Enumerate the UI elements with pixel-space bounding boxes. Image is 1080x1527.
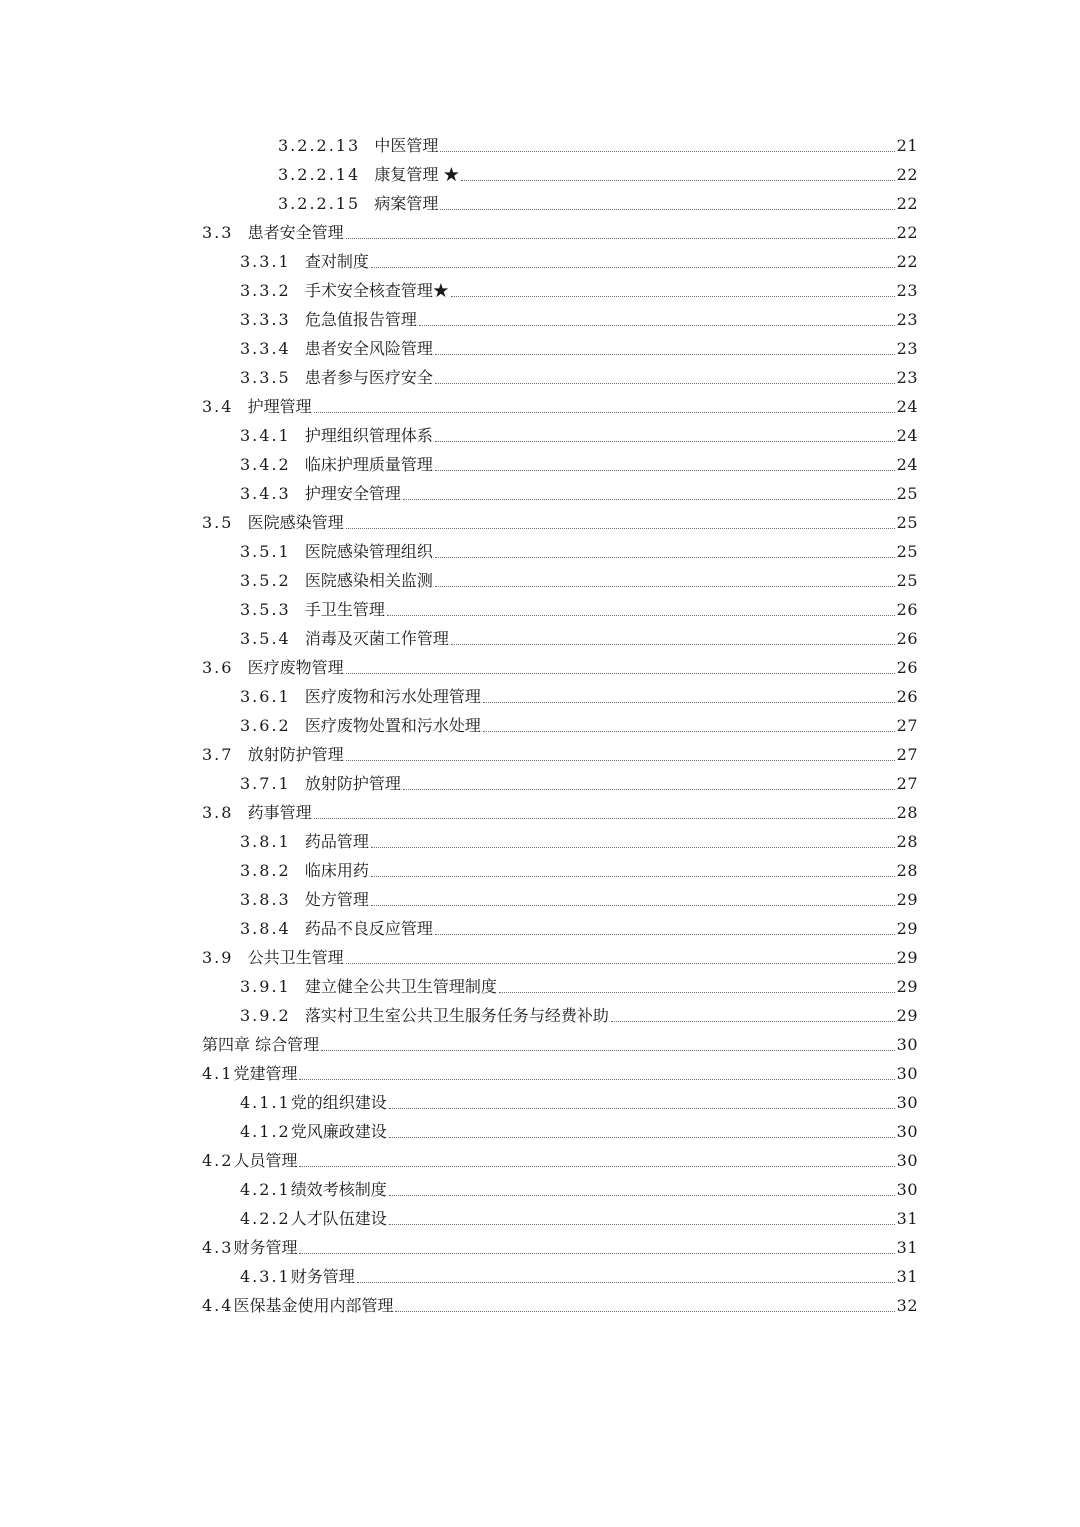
toc-dot-leader xyxy=(395,1311,894,1312)
toc-dot-leader xyxy=(314,412,895,413)
toc-dot-leader xyxy=(440,151,894,152)
toc-entry[interactable] xyxy=(0,1233,1080,1262)
toc-entry-number: 3.3 xyxy=(202,223,248,242)
toc-dot-leader xyxy=(299,1079,894,1080)
toc-entry-page: 29 xyxy=(896,919,918,938)
toc-entry-number: 3.3.2 xyxy=(240,281,305,300)
toc-entry-number: 3.3.3 xyxy=(240,310,305,329)
toc-entry[interactable] xyxy=(0,537,1080,566)
toc-entry-page: 22 xyxy=(896,194,918,213)
toc-entry-page: 26 xyxy=(896,629,918,648)
toc-dot-leader xyxy=(403,499,895,500)
toc-entry[interactable] xyxy=(0,160,1080,189)
toc-entry-title: 处方管理 xyxy=(304,890,369,909)
toc-entry[interactable] xyxy=(0,1030,1080,1059)
toc-entry-number: 3.3.1 xyxy=(240,252,305,271)
toc-entry-page: 25 xyxy=(896,571,918,590)
toc-dot-leader xyxy=(419,325,895,326)
toc-entry-title: 中医管理 xyxy=(374,136,439,155)
toc-entry-number: 3.3.5 xyxy=(240,368,305,387)
toc-entry[interactable] xyxy=(0,1001,1080,1030)
toc-entry[interactable] xyxy=(0,1262,1080,1291)
toc-entry-title: 临床护理质量管理 xyxy=(304,455,433,474)
toc-entry-number: 3.4.3 xyxy=(240,484,305,503)
toc-entry-number: 3.5.4 xyxy=(240,629,305,648)
toc-entry-page: 22 xyxy=(896,252,918,271)
toc-entry-page: 29 xyxy=(896,977,918,996)
toc-dot-leader xyxy=(321,1050,895,1051)
toc-entry-page: 30 xyxy=(896,1151,918,1170)
toc-dot-leader xyxy=(451,296,895,297)
toc-entry[interactable] xyxy=(0,682,1080,711)
toc-entry-title: 绩效考核制度 xyxy=(290,1180,387,1199)
toc-entry-page: 29 xyxy=(896,890,918,909)
toc-entry-page: 27 xyxy=(896,745,918,764)
toc-entry-page: 25 xyxy=(896,542,918,561)
toc-dot-leader xyxy=(483,702,895,703)
toc-entry-title: 患者安全管理 xyxy=(247,223,344,242)
toc-entry-page: 23 xyxy=(896,339,918,358)
toc-entry-title: 护理管理 xyxy=(247,397,312,416)
toc-entry-title: 病案管理 xyxy=(374,194,439,213)
toc-entry-number: 3.8.2 xyxy=(240,861,305,880)
toc-entry-page: 30 xyxy=(896,1064,918,1083)
toc-entry[interactable] xyxy=(0,334,1080,363)
toc-entry-number: 3.4 xyxy=(202,397,248,416)
toc-entry-page: 23 xyxy=(896,368,918,387)
toc-entry-page: 27 xyxy=(896,716,918,735)
toc-entry-title: 药品不良反应管理 xyxy=(304,919,433,938)
toc-entry-number: 3.2.2.14 xyxy=(278,165,375,184)
toc-entry[interactable] xyxy=(0,1146,1080,1175)
toc-entry-number: 4.2.1 xyxy=(240,1180,291,1199)
toc-entry[interactable] xyxy=(0,1175,1080,1204)
toc-entry-page: 30 xyxy=(896,1035,918,1054)
toc-entry-number: 4.1.1 xyxy=(240,1093,291,1112)
toc-dot-leader xyxy=(403,789,895,790)
toc-entry[interactable] xyxy=(0,363,1080,392)
toc-dot-leader xyxy=(371,267,895,268)
toc-entry-number: 3.5.1 xyxy=(240,542,305,561)
toc-entry[interactable] xyxy=(0,711,1080,740)
toc-entry[interactable] xyxy=(0,1117,1080,1146)
toc-entry-number: 3.8.1 xyxy=(240,832,305,851)
toc-entry-page: 23 xyxy=(896,281,918,300)
toc-dot-leader xyxy=(483,731,895,732)
toc-entry-page: 27 xyxy=(896,774,918,793)
toc-entry-number: 3.8 xyxy=(202,803,248,822)
toc-entry-page: 22 xyxy=(896,223,918,242)
toc-entry-number: 3.5.2 xyxy=(240,571,305,590)
toc-entry-page: 26 xyxy=(896,600,918,619)
toc-dot-leader xyxy=(346,673,895,674)
toc-entry-title: 党的组织建设 xyxy=(290,1093,387,1112)
toc-entry-page: 22 xyxy=(896,165,918,184)
toc-entry-number: 3.6 xyxy=(202,658,248,677)
toc-dot-leader xyxy=(461,180,894,181)
toc-entry[interactable] xyxy=(0,131,1080,160)
toc-entry-title: 护理安全管理 xyxy=(304,484,401,503)
toc-dot-leader xyxy=(314,818,895,819)
toc-entry[interactable] xyxy=(0,479,1080,508)
toc-entry-title: 临床用药 xyxy=(304,861,369,880)
toc-entry-page: 28 xyxy=(896,832,918,851)
toc-entry-title: 康复管理 ★ xyxy=(374,165,460,184)
toc-entry-number: 4.2.2 xyxy=(240,1209,291,1228)
toc-entry-title: 医院感染相关监测 xyxy=(304,571,433,590)
toc-dot-leader xyxy=(435,934,895,935)
toc-dot-leader xyxy=(389,1108,895,1109)
toc-entry-title: 建立健全公共卫生管理制度 xyxy=(304,977,497,996)
toc-entry[interactable] xyxy=(0,189,1080,218)
toc-dot-leader xyxy=(346,528,895,529)
toc-entry[interactable] xyxy=(0,595,1080,624)
toc-entry[interactable] xyxy=(0,1059,1080,1088)
toc-dot-leader xyxy=(389,1195,895,1196)
toc-dot-leader xyxy=(435,441,895,442)
toc-entry[interactable] xyxy=(0,856,1080,885)
toc-entry-title: 医疗废物和污水处理管理 xyxy=(304,687,481,706)
toc-entry[interactable] xyxy=(0,1204,1080,1233)
toc-entry[interactable] xyxy=(0,769,1080,798)
toc-entry[interactable] xyxy=(0,566,1080,595)
toc-entry-title: 党建管理 xyxy=(233,1064,298,1083)
toc-entry-page: 31 xyxy=(896,1238,918,1257)
toc-entry-number: 3.2.2.13 xyxy=(278,136,375,155)
toc-dot-leader xyxy=(389,1224,895,1225)
toc-dot-leader xyxy=(435,586,895,587)
toc-dot-leader xyxy=(346,760,895,761)
toc-entry-title: 医疗废物处置和污水处理 xyxy=(304,716,481,735)
toc-entry-number: 3.6.1 xyxy=(240,687,305,706)
toc-entry-title: 危急值报告管理 xyxy=(304,310,417,329)
toc-entry-title: 药品管理 xyxy=(304,832,369,851)
toc-entry-number: 4.3 xyxy=(202,1238,234,1257)
toc-entry-number: 4.3.1 xyxy=(240,1267,291,1286)
toc-entry-number: 3.8.3 xyxy=(240,890,305,909)
toc-entry-title: 党风廉政建设 xyxy=(290,1122,387,1141)
toc-entry[interactable] xyxy=(0,421,1080,450)
toc-entry-title: 医院感染管理组织 xyxy=(304,542,433,561)
toc-entry[interactable] xyxy=(0,827,1080,856)
toc-dot-leader xyxy=(357,1282,895,1283)
toc-entry-page: 28 xyxy=(896,861,918,880)
toc-entry-number: 3.9 xyxy=(202,948,248,967)
toc-entry-number: 3.3.4 xyxy=(240,339,305,358)
toc-entry-page: 29 xyxy=(896,1006,918,1025)
toc-entry-title: 患者参与医疗安全 xyxy=(304,368,433,387)
toc-dot-leader xyxy=(435,470,895,471)
toc-entry-page: 26 xyxy=(896,658,918,677)
toc-entry-number: 3.5.3 xyxy=(240,600,305,619)
toc-entry[interactable] xyxy=(0,218,1080,247)
toc-entry[interactable] xyxy=(0,1291,1080,1320)
toc-dot-leader xyxy=(387,615,895,616)
toc-entry[interactable] xyxy=(0,914,1080,943)
toc-entry[interactable] xyxy=(0,450,1080,479)
toc-entry-title: 放射防护管理 xyxy=(304,774,401,793)
toc-dot-leader xyxy=(435,557,895,558)
toc-entry-page: 28 xyxy=(896,803,918,822)
toc-entry-page: 31 xyxy=(896,1209,918,1228)
toc-dot-leader xyxy=(346,963,895,964)
toc-entry-title: 药事管理 xyxy=(247,803,312,822)
toc-entry-page: 24 xyxy=(896,455,918,474)
toc-entry[interactable] xyxy=(0,624,1080,653)
toc-entry-page: 24 xyxy=(896,426,918,445)
toc-entry-page: 26 xyxy=(896,687,918,706)
toc-dot-leader xyxy=(611,1021,895,1022)
toc-entry-title: 查对制度 xyxy=(304,252,369,271)
toc-entry[interactable] xyxy=(0,798,1080,827)
toc-entry-title: 财务管理 xyxy=(233,1238,298,1257)
toc-dot-leader xyxy=(451,644,895,645)
toc-entry-page: 30 xyxy=(896,1093,918,1112)
toc-entry-number: 3.7.1 xyxy=(240,774,305,793)
toc-entry[interactable] xyxy=(0,653,1080,682)
toc-entry-page: 29 xyxy=(896,948,918,967)
toc-entry[interactable] xyxy=(0,972,1080,1001)
toc-entry-page: 24 xyxy=(896,397,918,416)
toc-entry-title: 人才队伍建设 xyxy=(290,1209,387,1228)
toc-entry-title: 消毒及灭菌工作管理 xyxy=(304,629,449,648)
toc-entry-number: 3.9.1 xyxy=(240,977,305,996)
toc-dot-leader xyxy=(499,992,895,993)
toc-entry-title: 人员管理 xyxy=(233,1151,298,1170)
table-of-contents xyxy=(0,131,1080,1320)
toc-entry-number: 3.4.2 xyxy=(240,455,305,474)
toc-entry-title: 公共卫生管理 xyxy=(247,948,344,967)
toc-entry-title: 医疗废物管理 xyxy=(247,658,344,677)
toc-dot-leader xyxy=(371,876,895,877)
toc-entry-page: 30 xyxy=(896,1180,918,1199)
toc-dot-leader xyxy=(389,1137,895,1138)
toc-entry[interactable] xyxy=(0,508,1080,537)
toc-entry-number: 3.5 xyxy=(202,513,248,532)
toc-entry-number: 3.7 xyxy=(202,745,248,764)
toc-entry-page: 21 xyxy=(896,136,918,155)
toc-entry-number: 3.8.4 xyxy=(240,919,305,938)
toc-entry[interactable] xyxy=(0,276,1080,305)
toc-dot-leader xyxy=(299,1166,894,1167)
toc-entry-title: 财务管理 xyxy=(290,1267,355,1286)
toc-entry-title: 患者安全风险管理 xyxy=(304,339,433,358)
toc-entry[interactable] xyxy=(0,247,1080,276)
toc-entry-page: 30 xyxy=(896,1122,918,1141)
toc-dot-leader xyxy=(371,905,895,906)
toc-entry-number: 3.4.1 xyxy=(240,426,305,445)
toc-dot-leader xyxy=(371,847,895,848)
toc-entry-title: 护理组织管理体系 xyxy=(304,426,433,445)
toc-dot-leader xyxy=(346,238,895,239)
toc-entry[interactable] xyxy=(0,885,1080,914)
toc-entry-number: 3.6.2 xyxy=(240,716,305,735)
toc-entry-number: 4.2 xyxy=(202,1151,234,1170)
toc-entry-page: 32 xyxy=(896,1296,918,1315)
toc-entry-title: 落实村卫生室公共卫生服务任务与经费补助 xyxy=(304,1006,609,1025)
toc-entry[interactable] xyxy=(0,943,1080,972)
toc-entry-title: 放射防护管理 xyxy=(247,745,344,764)
toc-entry-title: 手术安全核查管理★ xyxy=(304,281,449,300)
toc-entry[interactable] xyxy=(0,305,1080,334)
toc-dot-leader xyxy=(435,354,895,355)
toc-entry[interactable] xyxy=(0,740,1080,769)
toc-entry-number: 3.2.2.15 xyxy=(278,194,375,213)
toc-entry-page: 25 xyxy=(896,484,918,503)
toc-entry[interactable] xyxy=(0,1088,1080,1117)
toc-entry-page: 31 xyxy=(896,1267,918,1286)
toc-entry-number: 3.9.2 xyxy=(240,1006,305,1025)
toc-dot-leader xyxy=(440,209,894,210)
toc-entry-number: 4.4 xyxy=(202,1296,234,1315)
toc-entry-number: 4.1.2 xyxy=(240,1122,291,1141)
toc-entry-title: 手卫生管理 xyxy=(304,600,385,619)
toc-entry-page: 25 xyxy=(896,513,918,532)
toc-dot-leader xyxy=(435,383,895,384)
toc-entry[interactable] xyxy=(0,392,1080,421)
toc-entry-number: 4.1 xyxy=(202,1064,234,1083)
toc-entry-title: 第四章 综合管理 xyxy=(202,1035,320,1054)
toc-entry-page: 23 xyxy=(896,310,918,329)
toc-entry-title: 医院感染管理 xyxy=(247,513,344,532)
toc-dot-leader xyxy=(299,1253,894,1254)
toc-entry-title: 医保基金使用内部管理 xyxy=(233,1296,394,1315)
